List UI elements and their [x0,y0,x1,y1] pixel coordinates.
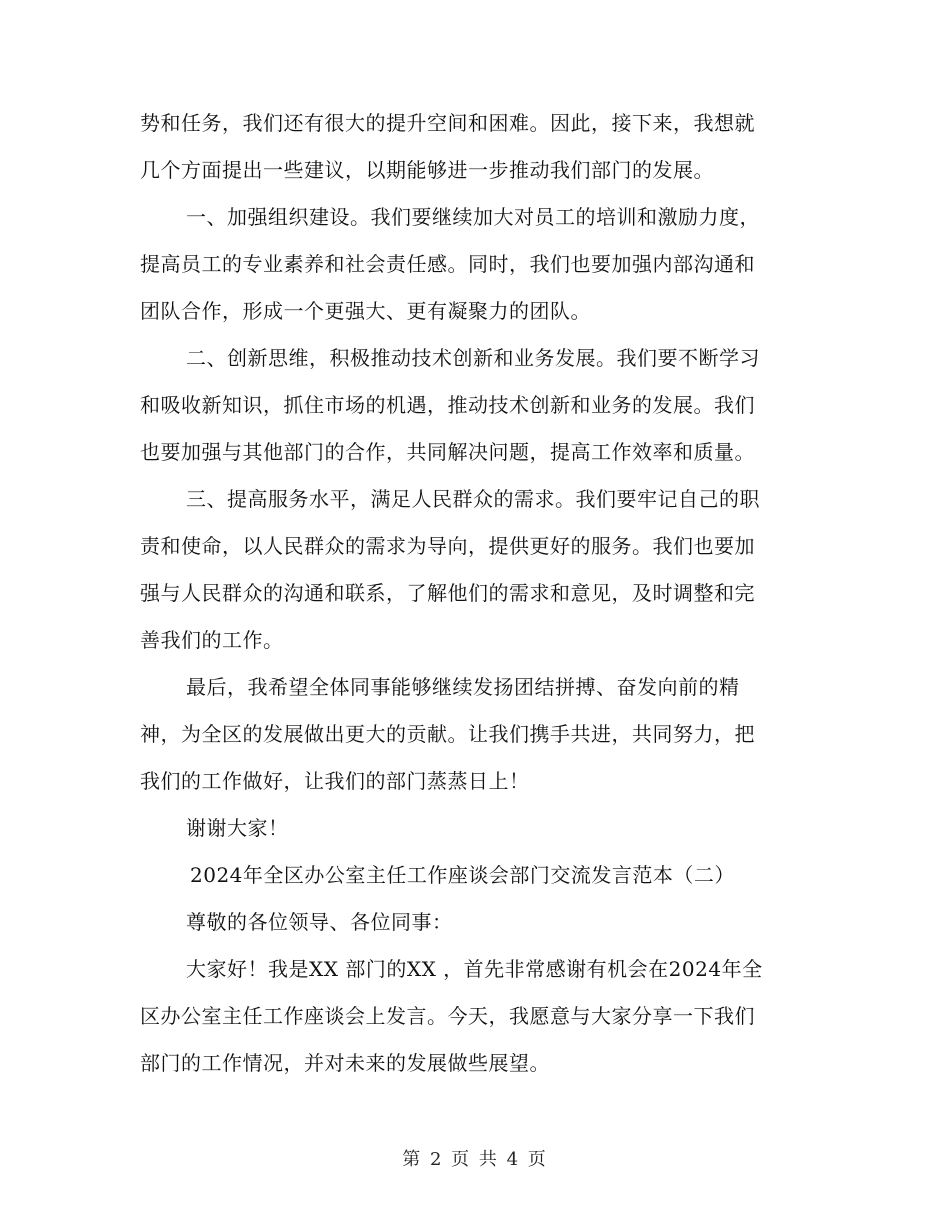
text-line: 也要加强与其他部门的合作，共同解决问题，提高工作效率和质量。 [140,440,755,464]
text-line: 尊敬的各位领导、各位同事： [186,910,453,934]
document-body [140,100,800,1087]
text-line: 二、创新思维，积极推动技术创新和业务发展。我们要不断学习 [186,346,760,370]
text-line: 势和任务，我们还有很大的提升空间和困难。因此，接下来，我想就 [140,111,755,135]
text-line: 责和使命，以人民群众的需求为导向，提供更好的服务。我们也要加 [140,534,755,558]
text-line: 几个方面提出一些建议，以期能够进一步推动我们部门的发展。 [140,158,714,182]
text-line: 和吸收新知识，抓住市场的机遇，推动技术创新和业务的发展。我们 [140,393,755,417]
text-line: 谢谢大家！ [186,816,289,840]
text-line: 神，为全区的发展做出更大的贡献。让我们携手共进，共同努力，把 [140,722,755,746]
text-line: 一、加强组织建设。我们要继续加大对员工的培训和激励力度， [186,205,760,229]
text-line: 最后，我希望全体同事能够继续发扬团结拼搏、奋发向前的精 [186,675,740,699]
text-line: 提高员工的专业素养和社会责任感。同时，我们也要加强内部沟通和 [140,252,755,276]
text-line: 团队合作，形成一个更强大、更有凝聚力的团队。 [140,299,591,323]
text-line: 我们的工作做好，让我们的部门蒸蒸日上！ [140,769,530,793]
text-line: 强与人民群众的沟通和联系，了解他们的需求和意见，及时调整和完 [140,581,755,605]
text-line: 区办公室主任工作座谈会上发言。今天，我愿意与大家分享一下我们 [140,1004,755,1028]
page-number: 第 2 页 共 4 页 [402,1149,548,1170]
section-title: 2024年全区办公室主任工作座谈会部门交流发言范本（二） [190,863,735,887]
text-line: 大家好！我是XX 部门的XX ，首先非常感谢有机会在2024年全 [186,957,763,981]
text-line: 善我们的工作。 [140,628,284,652]
text-line: 三、提高服务水平，满足人民群众的需求。我们要牢记自己的职 [186,487,760,511]
text-line: 部门的工作情况，并对未来的发展做些展望。 [140,1051,550,1075]
